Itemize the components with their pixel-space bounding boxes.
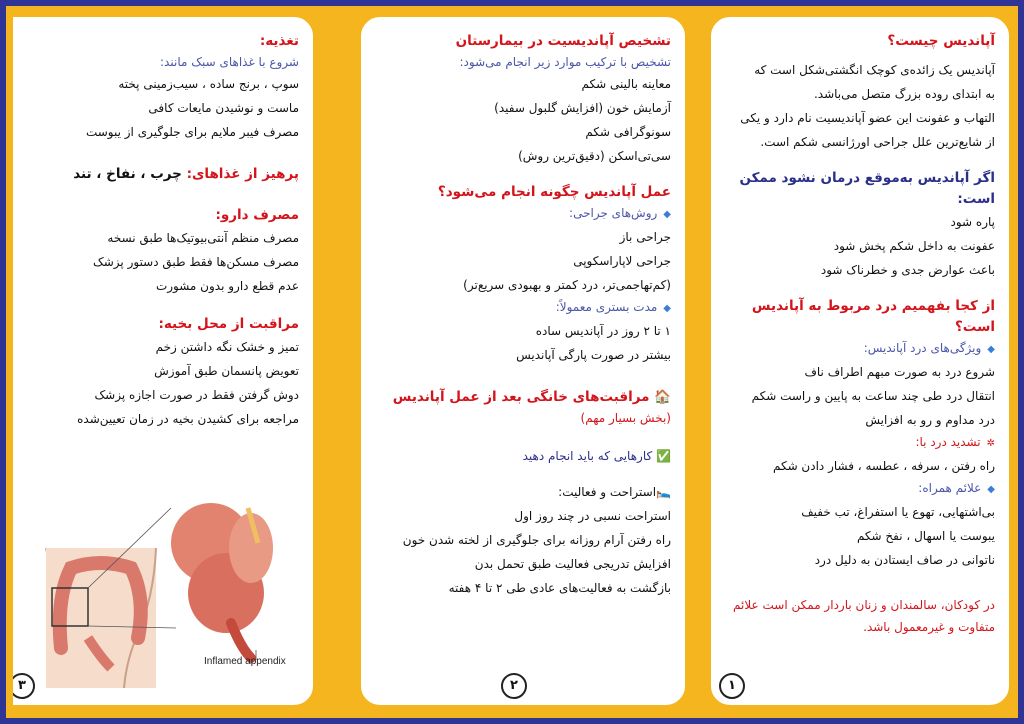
text-line: مراجعه برای کشیدن بخیه در زمان تعیین‌شده	[77, 412, 299, 426]
text-line: به ابتدای روده بزرگ متصل می‌باشد.	[813, 87, 995, 101]
subheading-light-food: شروع با غذاهای سبک مانند:	[160, 55, 299, 69]
house-icon: 🏠	[654, 389, 671, 405]
heading-hospital-diagnosis: تشخیص آپاندیسیت در بیمارستان	[455, 33, 671, 49]
text-line: عدم قطع دارو بدون مشورت	[155, 279, 299, 293]
text-line: سوپ ، برنج ساده ، سیب‌زمینی پخته	[118, 77, 299, 91]
text-line: دوش گرفتن فقط در صورت اجازه پزشک	[94, 388, 299, 402]
heading-nutrition: تغذیه:	[259, 33, 299, 49]
heading-wound-care: مراقبت از محل بخیه:	[158, 316, 299, 332]
text-line: بیشتر در صورت پارگی آپاندیس	[516, 348, 671, 362]
subheading-stay-duration: مدت بستری معمولاً:	[555, 300, 658, 314]
text-line: سونوگرافی شکم	[585, 125, 671, 139]
illustration-caption: Inflamed appendix	[204, 656, 286, 667]
heading-if-untreated: اگر آپاندیس به‌موقع درمان نشود ممکن است:	[739, 170, 995, 207]
note-line: متفاوت و غیرمعمول باشد.	[863, 620, 995, 634]
text-line: بی‌اشتهایی، تهوع یا استفراغ، تب خفیف	[801, 505, 995, 519]
text-line: آپاندیس یک زائده‌ی کوچک انگشتی‌شکل است که	[754, 63, 995, 77]
diamond-bullet-icon: ◆	[663, 209, 671, 220]
heading-what-is-appendix: آپاندیس چیست؟	[887, 33, 995, 49]
text-line: شروع درد به صورت مبهم اطراف ناف	[804, 365, 995, 379]
text-line: یبوست یا اسهال ، نفخ شکم	[856, 529, 995, 543]
text-line: تمیز و خشک نگه داشتن زخم	[155, 340, 299, 354]
subheading-todo: کارهایی که باید انجام دهید	[522, 449, 653, 463]
diamond-bullet-icon: ◆	[987, 484, 995, 495]
text-line: ماست و نوشیدن مایعات کافی	[148, 101, 299, 115]
text-line: مصرف فیبر ملایم برای جلوگیری از یبوست	[85, 125, 299, 139]
text-line: باعث عوارض جدی و خطرناک شود	[820, 263, 995, 277]
heading-home-care: مراقبت‌های خانگی بعد از عمل آپاندیس	[392, 389, 650, 405]
text-line: از شایع‌ترین علل جراحی اورژانسی شکم است.	[760, 135, 995, 149]
diamond-bullet-icon: ◆	[663, 303, 671, 314]
subheading-surgical-methods: روش‌های جراحی:	[569, 206, 658, 220]
text-line: معاینه بالینی شکم	[581, 77, 671, 91]
text-line: مصرف مسکن‌ها فقط طبق دستور پزشک	[93, 255, 299, 269]
subheading-rest-activity: استراحت و فعالیت:	[558, 485, 657, 499]
panel-2	[358, 14, 688, 708]
subheading-pain-features: ویژگی‌های درد آپاندیس:	[863, 341, 982, 355]
avoid-foods-list: چرب ، نفاخ ، تند	[73, 166, 182, 182]
subheading-very-important: (بخش بسیار مهم)	[580, 411, 671, 425]
check-icon: ✅	[656, 449, 671, 463]
text-line: مصرف منظم آنتی‌بیوتیک‌ها طبق نسخه	[107, 231, 299, 245]
text-line: درد مداوم و رو به افزایش	[865, 413, 995, 427]
page-number: ۳	[10, 673, 35, 699]
note-line: در کودکان، سالمندان و زنان باردار ممکن است علائم	[733, 598, 995, 612]
subheading-diagnosis-methods: تشخیص با ترکیب موارد زیر انجام می‌شود:	[459, 55, 671, 69]
text-line: (کم‌تهاجمی‌تر، درد کمتر و بهبودی سریع‌تر)	[463, 278, 671, 292]
heading-how-to-know: از کجا بفهمیم درد مربوط به آپاندیس است؟	[751, 298, 995, 335]
text-line: ۱ تا ۲ روز در آپاندیس ساده	[535, 324, 671, 338]
text-line: راه رفتن آرام روزانه برای جلوگیری از لخته شدن خون	[402, 533, 671, 547]
panel-1	[708, 14, 1012, 708]
text-line: انتقال درد طی چند ساعت به پایین و راست شکم	[751, 389, 995, 403]
asterisk-bullet-icon: ✲	[986, 438, 995, 449]
text-line: جراحی لاپاراسکوپی	[573, 254, 671, 268]
bed-icon: 🛌	[656, 485, 671, 499]
page-number: ۱	[719, 673, 745, 699]
diamond-bullet-icon: ◆	[987, 344, 995, 355]
subheading-pain-worsens: تشدید درد با:	[915, 435, 981, 449]
text-line: آزمایش خون (افزایش گلبول سفید)	[494, 101, 671, 115]
page-number: ۲	[501, 673, 527, 699]
heading-surgery-how: عمل آپاندیس چگونه انجام می‌شود؟	[437, 184, 671, 200]
text-line: عفونت به داخل شکم پخش شود	[833, 239, 995, 253]
text-line: التهاب و عفونت این عضو آپاندیسیت نام دارد و یکی	[740, 111, 995, 125]
text-line: جراحی باز	[619, 230, 671, 244]
text-line: راه رفتن ، سرفه ، عطسه ، فشار دادن شکم	[772, 459, 995, 473]
text-line: تعویض پانسمان طبق آموزش	[154, 364, 299, 378]
text-line: پاره شود	[950, 215, 995, 229]
subheading-symptoms: علائم همراه:	[918, 481, 982, 495]
text-line: سی‌تی‌اسکن (دقیق‌ترین روش)	[518, 149, 671, 163]
text-line: استراحت نسبی در چند روز اول	[514, 509, 671, 523]
text-line: ناتوانی در صاف ایستادن به دلیل درد	[814, 553, 995, 567]
heading-avoid-foods: پرهیز از غذاهای:	[186, 166, 299, 182]
text-line: افزایش تدریجی فعالیت طبق تحمل بدن	[474, 557, 671, 571]
heading-medication: مصرف دارو:	[215, 207, 299, 223]
text-line: بازگشت به فعالیت‌های عادی طی ۲ تا ۴ هفته	[448, 581, 671, 595]
